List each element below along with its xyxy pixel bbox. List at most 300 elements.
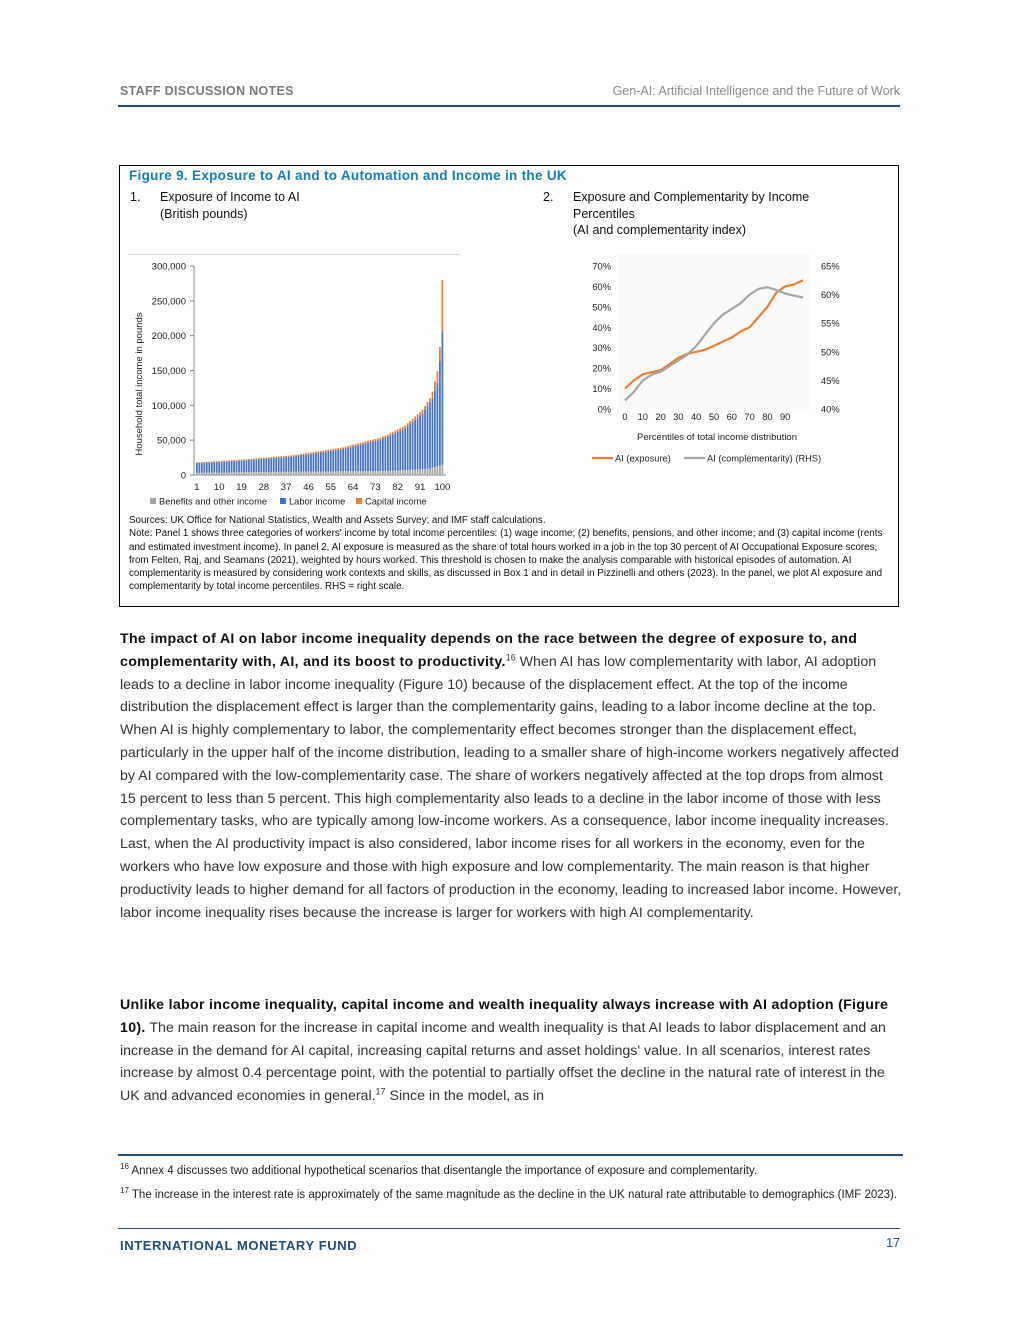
chart1-bar-segment: [422, 413, 424, 469]
chart1-bar-segment: [283, 457, 285, 472]
chart1-bar-segment: [407, 426, 409, 470]
chart1-bar-segment: [196, 473, 198, 475]
chart1-bar-segment: [437, 466, 439, 475]
chart1-bar-segment: [362, 444, 364, 471]
chart1-bar-segment: [432, 398, 434, 468]
chart1-bar-segment: [327, 451, 329, 471]
chart1-bar-segment: [325, 450, 327, 451]
chart1-bar-segment: [367, 471, 369, 475]
chart1-bar-segment: [332, 450, 334, 471]
chart1-bar-segment: [427, 402, 429, 406]
chart1-bar-segment: [243, 472, 245, 475]
chart1-bar-segment: [251, 459, 253, 460]
chart1-xtick-label: 82: [392, 482, 403, 493]
chart1-bar-segment: [360, 443, 362, 445]
chart1-bar-segment: [206, 462, 208, 463]
chart1-bar-segment: [265, 472, 267, 475]
figure-notes: [129, 514, 895, 594]
chart1-bar-segment: [221, 473, 223, 475]
chart1-bar-segment: [419, 416, 421, 470]
chart1-bar-segment: [427, 469, 429, 475]
chart1-bar-segment: [434, 467, 436, 475]
figure-9-box: [119, 165, 899, 607]
chart1-bar-segment: [327, 471, 329, 475]
chart1-bar-segment: [208, 462, 210, 463]
chart1-bar-segment: [320, 452, 322, 471]
chart1-bar-segment: [211, 473, 213, 475]
chart1-bar-segment: [434, 390, 436, 467]
chart1-bar-segment: [231, 461, 233, 472]
chart1-xtick-label: 46: [303, 482, 314, 493]
footnote-16: [120, 1163, 900, 1179]
chart1-bar-segment: [414, 420, 416, 470]
chart1-bar-segment: [236, 472, 238, 475]
chart1-bar-segment: [337, 450, 339, 472]
chart1-bar-segment: [397, 432, 399, 471]
chart1-bar-segment: [437, 371, 439, 383]
chart1-bar-segment: [298, 454, 300, 455]
chart1-bar-segment: [308, 453, 310, 454]
footnote-17: [120, 1187, 900, 1203]
chart1-bar-segment: [265, 459, 267, 472]
chart2-xtick-label: 10: [637, 412, 648, 422]
chart1-bar-segment: [216, 461, 218, 462]
chart1-bar-segment: [253, 460, 255, 473]
chart1-bar-segment: [278, 472, 280, 475]
chart2-right-tick: 55%: [821, 318, 840, 329]
chart1-bar-segment: [402, 470, 404, 475]
chart1-bar-segment: [394, 431, 396, 433]
chart1-bar-segment: [241, 461, 243, 473]
chart1-bar-segment: [308, 454, 310, 471]
chart2-xtick-label: 0: [622, 412, 628, 422]
chart1-bar-segment: [442, 332, 444, 464]
chart1-ylabel: Household total income in pounds: [134, 312, 145, 456]
chart2-xtick-label: 70: [744, 412, 755, 422]
chart1-bar-segment: [347, 448, 349, 472]
chart1-bar-segment: [384, 471, 386, 475]
chart1-bar-segment: [332, 449, 334, 451]
chart1-bar-segment: [407, 423, 409, 426]
chart1-bar-segment: [256, 458, 258, 459]
chart1-bar-segment: [352, 446, 354, 471]
chart1-bar-segment: [265, 458, 267, 459]
chart1-bar-segment: [375, 441, 377, 471]
chart1-bar-segment: [260, 459, 262, 472]
chart1-bar-segment: [270, 472, 272, 475]
chart1-bar-segment: [290, 457, 292, 472]
chart1-xtick-label: 100: [434, 482, 451, 493]
chart1-bar-segment: [360, 445, 362, 472]
chart2-left-tick: 10%: [592, 384, 611, 395]
page-number: 17: [886, 1236, 900, 1250]
chart1-bar-segment: [285, 456, 287, 457]
chart1-xtick-label: 73: [370, 482, 381, 493]
chart1-bar-segment: [203, 463, 205, 473]
chart1-bar-segment: [325, 452, 327, 472]
chart1-bar-segment: [213, 473, 215, 475]
chart2-right-tick: 65%: [821, 261, 840, 272]
footnote-ref-17[interactable]: 17: [375, 1086, 386, 1097]
chart1-bar-segment: [442, 280, 444, 332]
chart2-right-tick: 45%: [821, 375, 840, 386]
chart1-bar-segment: [283, 456, 285, 457]
figure-sources: Sources: UK Office for National Statistics, Wealth and Assets Survey; and IMF staff calculations.: [129, 515, 546, 526]
chart1-bar-segment: [216, 473, 218, 475]
chart1-bar-segment: [422, 410, 424, 414]
chart1-bar-segment: [308, 472, 310, 475]
chart1-bar-segment: [384, 437, 386, 470]
chart1-bar-segment: [278, 456, 280, 457]
chart1-bar-segment: [288, 472, 290, 475]
chart1-bar-segment: [211, 462, 213, 472]
chart1-bar-segment: [201, 473, 203, 475]
chart1-bar-segment: [233, 461, 235, 472]
chart1-bar-segment: [236, 460, 238, 461]
chart1-bar-segment: [246, 472, 248, 475]
paragraph-1: [120, 628, 902, 924]
chart1-xtick-label: 19: [236, 482, 247, 493]
chart1-xtick-label: 55: [325, 482, 337, 493]
exposure-line-chart: [587, 254, 849, 415]
chart1-bar-segment: [362, 442, 364, 444]
chart1-bar-segment: [223, 462, 225, 473]
chart1-bar-segment: [350, 471, 352, 475]
chart1-bar-segment: [392, 471, 394, 475]
chart1-bar-segment: [201, 463, 203, 473]
chart1-bar-segment: [389, 471, 391, 475]
chart1-bar-segment: [228, 460, 230, 461]
chart1-bar-segment: [404, 428, 406, 470]
chart1-bar-segment: [350, 445, 352, 447]
chart1-xtick-label: 28: [258, 482, 270, 493]
chart1-bar-segment: [231, 472, 233, 475]
chart1-bar-segment: [305, 455, 307, 472]
chart1-bar-segment: [399, 470, 401, 475]
chart1-bar-segment: [442, 465, 444, 475]
chart1-bar-segment: [365, 442, 367, 444]
chart1-bar-segment: [318, 451, 320, 452]
paragraph-2-lead: Unlike labor income inequality, capital income and wealth inequality always increase with AI adoption (Figure 10).: [120, 997, 889, 1036]
chart1-bar-segment: [350, 447, 352, 471]
chart1-bar-segment: [360, 471, 362, 475]
running-header-right: Gen-AI: Artificial Intelligence and the Future of Work: [612, 84, 900, 98]
chart1-bar-segment: [375, 439, 377, 441]
chart1-bar-segment: [382, 437, 384, 439]
chart1-bar-segment: [218, 473, 220, 475]
chart1-bar-segment: [263, 472, 265, 475]
chart1-bar-segment: [318, 472, 320, 475]
chart1-bar-segment: [280, 456, 282, 457]
chart2-left-tick: 0%: [597, 404, 611, 415]
chart1-bar-segment: [412, 419, 414, 422]
chart1-bar-segment: [355, 471, 357, 475]
exposure-line-chart-footer: [587, 409, 849, 491]
chart2-left-tick: 30%: [592, 343, 611, 354]
chart1-bar-segment: [275, 472, 277, 475]
chart1-bar-segment: [223, 461, 225, 462]
panel-2-number: 2.: [543, 190, 554, 204]
chart1-bar-segment: [352, 471, 354, 475]
chart1-ytick-label: 200,000: [151, 331, 186, 343]
chart1-bar-segment: [340, 448, 342, 450]
chart1-bar-segment: [409, 421, 411, 424]
chart1-bar-segment: [404, 470, 406, 475]
chart1-bar-segment: [310, 452, 312, 453]
paragraph-1-body: When AI has low complementarity with labor, AI adoption leads to a decline in labor income inequality (Figure 10) because of the displacement effect. At the top of the income distribution the displacement effect is larger than the complementarity gains, leading to a labor income decline at the top. When AI is highly complementary to labor, the complementarity effect becomes stronger than the displacement effect, particularly in the upper half of the income distribution, leading to a smaller share of high-income workers negatively affected by AI compared with the low-complementarity case. The share of workers negatively affected at the top drops from almost 15 percent to less than 5 percent. This high complementarity also leads to a decline in the labor income of those with less complementary tasks, who are typically among low-income workers. As a consequence, labor income inequality increases. Last, when the AI productivity impact is also considered, labor income rises for all workers in the economy, even for the workers who have low exposure and those with high exposure and low complementarity. The main reason is that higher productivity leads to higher demand for all factors of production in the economy, leading to increased labor income. However, labor income inequality rises because the increase is larger for workers with high AI complementarity.: [120, 653, 902, 921]
chart1-bar-segment: [251, 460, 253, 472]
chart1-bar-segment: [228, 472, 230, 475]
chart1-xtick-label: 1: [194, 482, 200, 493]
chart1-bar-segment: [253, 472, 255, 475]
chart1-bar-segment: [332, 471, 334, 475]
chart1-bar-segment: [313, 472, 315, 475]
chart1-bar-segment: [380, 438, 382, 440]
chart1-bar-segment: [370, 442, 372, 471]
chart1-bar-segment: [208, 462, 210, 472]
panel-1-unit: (British pounds): [160, 206, 248, 221]
chart1-bar-segment: [231, 460, 233, 461]
chart1-bar-segment: [233, 460, 235, 461]
chart1-bar-segment: [419, 412, 421, 416]
chart2-legend-label: AI (exposure): [615, 453, 671, 464]
footnote-ref-16[interactable]: 16: [505, 652, 516, 663]
chart1-bar-segment: [424, 469, 426, 475]
chart1-ytick-label: 100,000: [151, 400, 186, 412]
chart1-bar-segment: [337, 448, 339, 450]
chart1-bar-segment: [362, 471, 364, 475]
chart1-bar-segment: [196, 463, 198, 473]
chart1-bar-segment: [238, 460, 240, 461]
chart1-bar-segment: [330, 449, 332, 451]
chart1-bar-segment: [313, 453, 315, 471]
chart1-bar-segment: [330, 471, 332, 475]
chart1-bar-segment: [402, 427, 404, 430]
panel-1-number: 1.: [130, 190, 141, 204]
chart1-bar-segment: [278, 458, 280, 472]
chart1-bar-segment: [256, 472, 258, 475]
income-bar-chart: [128, 254, 462, 510]
chart1-bar-segment: [218, 462, 220, 473]
paragraph-1-lead: The impact of AI on labor income inequality depends on the race between the degree of exposure to, and complementarity with, AI, and its boost to productivity.: [120, 631, 858, 670]
chart1-xtick-label: 91: [414, 482, 426, 493]
chart1-legend-swatch: [280, 498, 286, 504]
chart1-bar-segment: [295, 455, 297, 456]
chart1-bar-segment: [285, 457, 287, 472]
chart1-bar-segment: [211, 461, 213, 462]
chart1-bar-segment: [221, 461, 223, 462]
chart2-left-tick: 50%: [592, 302, 611, 313]
chart1-bar-segment: [238, 472, 240, 475]
chart1-bar-segment: [429, 403, 431, 469]
chart1-bar-segment: [397, 430, 399, 432]
chart1-xtick-label: 10: [213, 482, 225, 493]
chart1-bar-segment: [223, 473, 225, 475]
chart1-bar-segment: [270, 457, 272, 458]
chart1-bar-segment: [432, 392, 434, 399]
chart1-bar-segment: [238, 461, 240, 473]
chart1-bar-segment: [313, 452, 315, 453]
chart1-bar-segment: [300, 454, 302, 455]
chart1-bar-segment: [253, 459, 255, 460]
chart1-bar-segment: [273, 457, 275, 458]
chart1-bar-segment: [377, 438, 379, 440]
chart1-bar-segment: [260, 472, 262, 475]
panel-2-title-line2: Percentiles: [573, 206, 635, 221]
chart1-bar-segment: [283, 472, 285, 475]
chart1-bar-segment: [208, 473, 210, 475]
chart1-bar-segment: [243, 460, 245, 472]
footnote-16-mark: 16: [120, 1162, 129, 1172]
figure-note: Note: Panel 1 shows three categories of workers' income by total income percentiles: (1) wage income; (2) benefits, pensions, and other income; and (3) capital income (rents and estimated investment income). In panel 2, AI exposure is measured as the share of total hours worked in a job in the top 30 percent of AI Occupational Exposure scores, from Felten, Raj, and Seamans (2021), weighted by hours worked. This threshold is chosen to make the analysis comparable with historical episodes of automation. AI complementarity is measured by considering work contexts and skills, as discussed in Box 1 and in detail in Pizzinelli and others (2023). In the panel, we plot AI exposure and complementarity by total income percentiles. RHS = right scale.: [129, 528, 883, 593]
chart1-bar-segment: [399, 431, 401, 471]
chart1-bar-segment: [380, 440, 382, 471]
chart2-left-tick: 40%: [592, 322, 611, 333]
chart1-bar-segment: [439, 361, 441, 466]
chart2-xtick-label: 60: [726, 412, 737, 422]
chart1-bar-segment: [322, 451, 324, 452]
panel-2-title-line1: Exposure and Complementarity by Income: [573, 190, 810, 204]
chart1-bar-segment: [228, 461, 230, 472]
chart1-bar-segment: [303, 472, 305, 475]
chart1-bar-segment: [293, 472, 295, 475]
chart1-bar-segment: [417, 418, 419, 470]
chart1-bar-segment: [345, 471, 347, 475]
chart1-bar-segment: [384, 435, 386, 437]
chart1-bar-segment: [409, 424, 411, 470]
footnote-17-text: The increase in the interest rate is approximately of the same magnitude as the decline in the UK natural rate attributable to demographics (IMF 2023).: [128, 1189, 898, 1201]
chart1-bar-segment: [412, 422, 414, 470]
chart1-bar-segment: [347, 446, 349, 448]
chart1-bar-segment: [251, 472, 253, 475]
chart1-bar-segment: [315, 453, 317, 471]
chart1-bar-segment: [288, 456, 290, 457]
figure-title: Figure 9. Exposure to AI and to Automation and Income in the UK: [129, 168, 567, 183]
footnote-17-mark: 17: [120, 1186, 129, 1196]
chart1-bar-segment: [432, 468, 434, 475]
chart1-bar-segment: [268, 472, 270, 475]
chart2-xtick-label: 90: [780, 412, 791, 422]
chart1-bar-segment: [417, 469, 419, 475]
chart1-bar-segment: [300, 472, 302, 475]
chart2-right-tick: 60%: [821, 290, 840, 301]
chart1-legend-swatch: [150, 498, 156, 504]
chart1-bar-segment: [330, 451, 332, 472]
paragraph-2-body: The main reason for the increase in capital income and wealth inequality is that AI leads to labor displacement and an increase in the demand for AI capital, increasing capital returns and asset holdings' value. In all scenarios, interest rates increase by almost 0.4 percentage point, with the potential to partially offset the decline in the natural rate of interest in the UK and advanced economies in general.: [120, 1019, 886, 1105]
chart1-bar-segment: [213, 461, 215, 462]
footnote-16-text: Annex 4 discusses two additional hypothetical scenarios that disentangle the importance of exposure and complementarity.: [128, 1165, 758, 1177]
chart1-bar-segment: [320, 451, 322, 452]
chart1-bar-segment: [315, 452, 317, 453]
chart2-left-tick: 70%: [592, 261, 611, 272]
chart1-bar-segment: [414, 416, 416, 419]
chart1-bar-segment: [320, 471, 322, 475]
chart1-bar-segment: [290, 472, 292, 475]
chart1-bar-segment: [355, 446, 357, 471]
chart1-bar-segment: [392, 434, 394, 471]
chart1-bar-segment: [399, 428, 401, 431]
chart2-xlabel: Percentiles of total income distribution: [637, 432, 797, 443]
chart1-legend-label: Benefits and other income: [159, 496, 268, 507]
chart1-xtick-label: 64: [347, 482, 359, 493]
chart1-bar-segment: [201, 462, 203, 463]
chart1-bar-segment: [243, 459, 245, 460]
chart1-bar-segment: [342, 447, 344, 449]
chart1-bar-segment: [404, 426, 406, 429]
chart1-ytick-label: 0: [180, 470, 186, 482]
chart1-bar-segment: [367, 441, 369, 443]
chart2-legend-label: AI (complementarity) (RHS): [707, 453, 822, 464]
footnote-rule: [118, 1154, 903, 1156]
chart1-bar-segment: [325, 471, 327, 475]
chart1-bar-segment: [365, 443, 367, 471]
chart1-bar-segment: [419, 469, 421, 475]
chart1-bar-segment: [241, 460, 243, 461]
chart2-xtick-label: 80: [762, 412, 773, 422]
chart1-bar-segment: [387, 471, 389, 475]
chart1-bar-segment: [335, 471, 337, 475]
chart1-bar-segment: [280, 457, 282, 471]
chart1-bar-segment: [248, 459, 250, 460]
chart1-bar-segment: [295, 456, 297, 472]
chart1-bar-segment: [365, 471, 367, 475]
chart1-bar-segment: [290, 455, 292, 456]
chart1-bar-segment: [437, 383, 439, 467]
chart1-bar-segment: [318, 453, 320, 472]
header-rule: [118, 105, 900, 107]
chart1-bar-segment: [273, 472, 275, 475]
chart1-bar-segment: [246, 460, 248, 472]
chart1-bar-segment: [315, 472, 317, 475]
chart1-bar-segment: [367, 443, 369, 471]
chart1-bar-segment: [275, 458, 277, 472]
chart1-bar-segment: [268, 458, 270, 472]
chart1-bar-segment: [414, 470, 416, 475]
chart1-bar-segment: [246, 459, 248, 460]
chart1-bar-segment: [434, 381, 436, 390]
chart1-bar-segment: [394, 433, 396, 471]
chart1-bar-segment: [293, 455, 295, 456]
chart2-left-tick: 20%: [592, 363, 611, 374]
chart1-bar-segment: [382, 471, 384, 475]
chart1-bar-segment: [392, 432, 394, 434]
chart1-bar-segment: [389, 433, 391, 435]
chart1-bar-segment: [370, 471, 372, 475]
chart1-bar-segment: [389, 435, 391, 471]
running-header-left: STAFF DISCUSSION NOTES: [120, 84, 294, 98]
chart1-bar-segment: [347, 471, 349, 475]
panel-2-unit: (AI and complementarity index): [573, 223, 746, 237]
chart1-bar-segment: [298, 472, 300, 475]
chart1-bar-segment: [198, 463, 200, 473]
chart1-bar-segment: [342, 471, 344, 475]
chart1-xtick-label: 37: [280, 482, 292, 493]
chart1-legend-label: Labor income: [289, 496, 346, 507]
chart1-bar-segment: [412, 470, 414, 475]
chart1-bar-segment: [352, 445, 354, 447]
chart1-bar-segment: [206, 473, 208, 475]
chart1-bar-segment: [273, 458, 275, 472]
paragraph-2-tail: Since in the model, as in: [385, 1088, 545, 1105]
chart1-ytick-label: 300,000: [151, 261, 186, 273]
chart1-bar-segment: [417, 414, 419, 417]
chart1-bar-segment: [248, 460, 250, 472]
chart1-bar-segment: [345, 448, 347, 471]
chart1-bar-segment: [377, 471, 379, 475]
chart1-legend-label: Capital income: [365, 496, 427, 507]
chart2-right-tick: 40%: [821, 404, 840, 415]
chart1-bar-segment: [377, 440, 379, 471]
